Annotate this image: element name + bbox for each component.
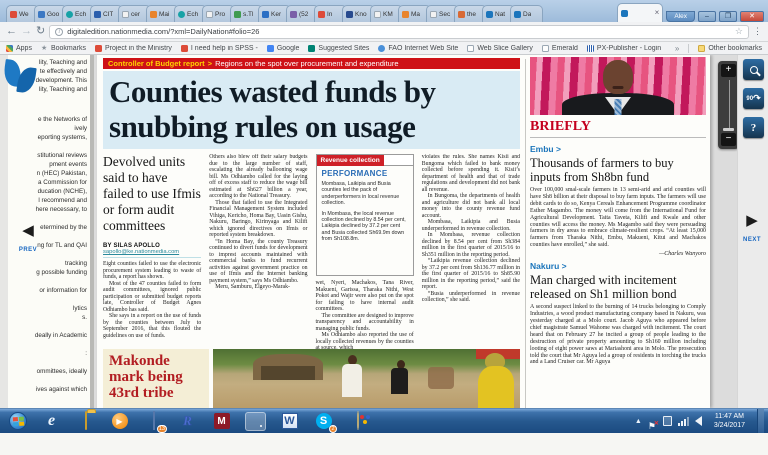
window-controls	[658, 9, 768, 22]
text-fragment: g possible funding	[36, 269, 87, 276]
previous-page-preview[interactable]	[0, 55, 94, 408]
article-paragraph: “In Homa Bay, the county Treasury continued to divert funds for development to imprest accounts maintained with commercial banks to fund recurrent activities against government practice on use of Ifmis and the Internet banking payment system,” says Ms Odhiambo.	[209, 238, 308, 284]
tab-favicon	[430, 11, 437, 18]
help-button[interactable]	[743, 117, 764, 138]
taskbar-app-button[interactable]	[75, 412, 96, 431]
text-fragment: s.	[82, 314, 87, 321]
tab-title: s.Tl	[243, 10, 254, 18]
windows-start-icon	[8, 411, 27, 430]
app-icon: e	[47, 412, 56, 429]
folder-icon	[698, 45, 705, 52]
place-arrow: >	[556, 144, 561, 154]
tab-favicon	[206, 11, 213, 18]
article-subhead: Devolved units said to have failed to use Ifmis or form audit committees	[103, 154, 201, 233]
text-fragment: here necessary, to	[35, 206, 87, 213]
chrome-menu-icon[interactable]: ⋮	[753, 26, 762, 36]
next-arrow-icon[interactable]: ▶	[746, 212, 758, 229]
app-icon: R	[183, 413, 192, 428]
text-fragment: deally in Academic	[34, 332, 87, 339]
forward-icon[interactable]: →	[21, 25, 32, 37]
nationmedia-logo	[2, 58, 42, 96]
page-info-icon[interactable]: i	[55, 28, 63, 36]
tab-favicon	[122, 11, 129, 18]
article-paragraph: Others also blew off their salary budgets due to the large number of staff, escalating the already ballooning wage bill. Ms Odhiambo called for the laying off of excess staff to reduce the wage bill estimated at Sh627 billion a year, according to the National Treasury.	[209, 154, 308, 199]
bookmark-item[interactable]	[378, 45, 458, 52]
text-fragment: stitutional reviews	[37, 152, 87, 159]
briefly-place: Nakuru >	[530, 261, 567, 272]
tab-favicon	[374, 11, 381, 18]
tab-title: In	[327, 10, 333, 18]
bookmarks-overflow-icon[interactable]: »	[674, 43, 680, 53]
clock-date: 3/24/2017	[713, 422, 745, 429]
next-page-button[interactable]	[738, 213, 766, 246]
fact-box-paragraph: In Mombasa, the local revenue collection declined by 8.54 per cent, Laikipia declined by 37.2 per cent and Busia collected Sh69.9m down from Sh108.8m.	[321, 210, 406, 243]
bookmark-favicon	[6, 45, 13, 52]
text-fragment: development. This	[35, 77, 87, 84]
bookmarks-separator	[688, 44, 689, 53]
grid-app-icon	[153, 411, 155, 430]
app-badge: 13	[158, 425, 165, 432]
text-fragment: ommittees, ideally	[36, 368, 87, 375]
minimize-button[interactable]: –	[698, 11, 716, 22]
main-article-zone	[103, 57, 520, 408]
magnifier-icon	[750, 66, 758, 74]
app-icon	[214, 413, 230, 429]
bookmark-favicon	[308, 45, 315, 52]
app-icon	[112, 413, 128, 429]
text-fragment: ives against which	[35, 386, 87, 393]
browser-tab[interactable]	[510, 5, 543, 22]
bookmark-item[interactable]	[308, 45, 369, 52]
briefly-body: A second suspect linked to the burning of 14 trucks belonging to Comply Industries, a wood product manufacturing company based in Nakuru, was yesterday charged at a Molo court. Jacob Aguya who appeared before chief magistrate Samuel Wahome was charged with incitement. The court heard that on February 27 he incited a group of people leading to the destruction of private property amounting to Sh160 million including looting of eight power saws at Mariashoni area in Molo. The prosecution told the court that Mr Aguya led a group of residents in torching the trucks and a Land Cruiser car. Mr Aguya	[530, 304, 706, 366]
reload-icon[interactable]: ↻	[36, 25, 46, 37]
tab-favicon	[621, 10, 628, 17]
bookmark-item[interactable]	[6, 45, 32, 52]
headline-block	[103, 71, 520, 149]
text-fragment: lity, Teaching and	[38, 59, 87, 66]
app-badge: 2	[329, 425, 337, 433]
address-bar[interactable]	[49, 25, 749, 39]
fact-box-text	[322, 181, 408, 243]
article-column-3	[316, 154, 414, 349]
profile-button[interactable]: Alex	[666, 11, 695, 22]
tab-favicon	[150, 11, 157, 18]
bookmark-favicon	[542, 45, 549, 52]
makonde-photo	[213, 349, 520, 408]
taskbar-app-button[interactable]	[143, 412, 164, 431]
media-player-icon: ▶	[112, 413, 128, 429]
tab-favicon	[458, 11, 465, 18]
system-tray	[635, 409, 764, 434]
makonde-headline-box	[103, 349, 209, 408]
tab-title: Pro	[215, 10, 226, 18]
taskbar-app-button[interactable]	[7, 412, 28, 431]
zoom-out-button[interactable]: −	[721, 133, 736, 146]
rotate-label: 90	[746, 95, 754, 102]
tab-favicon	[178, 11, 185, 18]
bookmark-label: Project in the Ministry	[104, 44, 172, 52]
url-text: digitaledition.nationmedia.com/?xml=DailyNation#folio=26	[67, 27, 260, 36]
article-paragraph: Most of the 47 counties failed to form audit committees, ignored public participation or submitted budget reports late, Controller of Budget Agnes Odhiambo has said.	[103, 280, 202, 313]
tab-title: the	[467, 10, 477, 18]
clock-time: 11:47 AM	[714, 413, 744, 420]
bookmark-item[interactable]	[181, 45, 258, 52]
bookmark-label: FAO Internet Web Site	[388, 44, 459, 52]
taskbar-app-button[interactable]	[313, 412, 334, 431]
main-headline: Counties wasted funds by snubbing rules on usage	[109, 74, 436, 144]
bottom-margin	[0, 433, 768, 455]
tab-close-icon[interactable]: ×	[654, 8, 660, 17]
text-fragment: te effectively and	[39, 68, 87, 75]
taskbar-app-button[interactable]	[109, 412, 130, 431]
text-fragment: etermined by the	[40, 224, 87, 231]
article-paragraph: violates the rules. She names Kisii and Bungoma which failed to bank money collected before spending it. Kisii’s department of health and that of trade regulations and development did not bank all revenue.	[421, 154, 520, 193]
bookmark-favicon	[467, 45, 474, 52]
revenue-fact-box	[316, 154, 414, 276]
tab-favicon	[10, 11, 17, 18]
bookmark-label: Google	[276, 44, 300, 52]
text-fragment: n (HEC) Pakistan,	[36, 170, 87, 177]
tab-favicon	[38, 11, 45, 18]
tab-favicon	[66, 11, 73, 18]
bookmark-star-icon[interactable]: ☆	[734, 26, 743, 36]
text-fragment: pment events	[49, 161, 87, 168]
text-fragment: or information for	[39, 287, 87, 294]
tab-title: We	[19, 10, 29, 18]
photo-hut	[253, 354, 323, 380]
active-tab[interactable]	[617, 3, 663, 22]
other-bookmarks[interactable]	[698, 45, 762, 52]
bookmark-item[interactable]	[587, 45, 661, 52]
text-fragment: a Commission for	[38, 179, 87, 186]
photo-person	[391, 368, 408, 394]
zoom-slider[interactable]	[718, 61, 739, 149]
photo-crowd	[428, 367, 454, 389]
bookmark-favicon	[267, 45, 274, 52]
browser-tab-strip	[0, 0, 768, 22]
briefly-place: Embu >	[530, 144, 561, 154]
photo-tie	[615, 99, 622, 115]
prev-label: PREV	[18, 247, 38, 253]
briefly-item	[530, 144, 706, 257]
volume-icon[interactable]	[695, 416, 702, 426]
place-arrow: >	[561, 261, 567, 272]
rotate-arrow-icon: ↷	[753, 93, 761, 103]
text-fragment: ducation (NCHE),	[37, 188, 87, 195]
tab-favicon	[402, 11, 409, 18]
taskbar-app-button[interactable]	[211, 412, 232, 431]
text-fragment: tracking	[64, 260, 87, 267]
maximize-button[interactable]: ❐	[719, 11, 737, 22]
article-columns	[103, 154, 520, 349]
text-fragment: e the Networks of	[38, 116, 87, 123]
article-paragraph: The committee are designed to improve transparency and accountability in managing public funds.	[315, 312, 414, 332]
bookmark-item[interactable]	[267, 45, 300, 52]
bookmarks-bar	[0, 42, 768, 55]
photo-person	[342, 364, 362, 397]
author-email-link[interactable]: sapollo@ke.nationmedia.com	[103, 249, 201, 258]
briefly-items	[530, 140, 706, 366]
article-column-2	[209, 154, 307, 349]
kicker-label: Controller of Budget report	[108, 59, 205, 68]
tab-favicon	[514, 11, 521, 18]
bookmark-label: PX-Publisher - Login	[596, 44, 662, 52]
briefly-column	[530, 57, 706, 408]
fact-box-paragraph: Mombasa, Laikipia and Busia counties led the pack of underperformers in local revenue collection.	[321, 181, 400, 207]
article-paragraph: In Bungoma, the departments of health and agriculture did not bank all local money into the county revenue fund account.	[421, 193, 520, 219]
bookmark-favicon	[95, 45, 102, 52]
app-icon	[9, 412, 27, 430]
taskbar-clock[interactable]	[708, 412, 751, 430]
tab-title: (52	[299, 10, 309, 18]
taskbar-app-button[interactable]	[279, 412, 300, 431]
article-paragraph: Those that failed to use the Integrated Financial Management System included Vihiga, Kericho, Homa Bay, Uasin Gishu, Nakuru, Baringo, Kirinyaga and Kilifi which ignored directives on Ifmis or reported system breakdown.	[209, 199, 308, 238]
briefly-title: BRIEFLY	[530, 119, 706, 138]
bookmark-favicon	[41, 45, 48, 52]
article-paragraph: Mombasa, Laikipia and Busia underperformed in revenue collection.	[421, 219, 520, 232]
bookmark-favicon	[587, 45, 594, 52]
word-icon: W	[282, 413, 298, 429]
viewer-right-rail	[737, 55, 768, 408]
article-paragraph: She says in a report on the use of funds by the counties between July to September 2016, that this flouted the guidelines on use of funds.	[103, 313, 202, 339]
show-desktop-button[interactable]	[757, 409, 764, 434]
bookmark-label: Web Slice Gallery	[477, 44, 533, 52]
bookmarks-list	[6, 45, 661, 52]
kicker-text: Regions on the spot over procurement and expenditure	[215, 59, 399, 68]
prev-page-button[interactable]	[13, 223, 43, 256]
kicker-arrow: >	[207, 59, 213, 68]
help-icon: ?	[750, 121, 757, 134]
skype-icon: S	[316, 413, 332, 429]
bookmark-item[interactable]	[542, 45, 578, 52]
bookmark-label: I need help in SPSS -	[190, 44, 258, 52]
tab-title: Goo	[47, 10, 60, 18]
article-byline: BY SILAS APOLLO	[103, 243, 161, 249]
text-fragment: ng for TL and QAI	[37, 242, 87, 249]
epaper-viewer	[0, 55, 768, 408]
back-icon[interactable]: ←	[6, 25, 17, 37]
paint-icon	[357, 411, 359, 430]
kicker-banner	[103, 58, 520, 69]
tab-favicon	[346, 11, 353, 18]
bookmark-label: Apps	[16, 44, 32, 52]
taskbar-app-button[interactable]	[41, 412, 62, 431]
article-column-1	[103, 154, 201, 349]
windows-taskbar	[0, 408, 768, 433]
bookmark-label: Emerald	[551, 44, 578, 52]
briefly-byline: —Charles Wanyoro	[658, 251, 706, 258]
article-paragraph: “Busia underperformed in revenue collection,” she said.	[421, 290, 520, 303]
tab-title: Ech	[75, 10, 87, 18]
article-column-4	[422, 154, 520, 349]
briefly-body: Over 100,000 smal-scale farmers in 13 semi-arid and arid counties will have Sh8 billion at their disposal to buy farm inputs. The farmers will use debit cards to do so, Kenya Cereals Enhancement Programme coordinator Esther Magambo. The money will come from the International Fund for Agricultural Development. Taita Taveta, Kilifi and Kwale and other counties will access the money. Ms Magambo said they were persuading farmers in dry areas to embrace climate-resilient crops. “At least 15,000 farmers from Tharaka Nithi, Embu, Makueni, Kitui and Machakos counties have enrolled,” she said.	[530, 187, 706, 249]
taskbar-app-button[interactable]	[177, 412, 198, 431]
text-fragment: eporting systems,	[37, 134, 87, 141]
next-label: NEXT	[742, 237, 761, 243]
article-paragraph: wet, Nyeri, Machakos, Tana River, Makueni, Garissa, Tharaka Nithi, West Pokot and Wajir were also put on the spot for failing to have internal audit committees.	[315, 280, 414, 312]
zoom-in-button[interactable]: +	[721, 64, 736, 77]
tray-window-icon[interactable]	[663, 416, 672, 426]
article-paragraph: In Mombasa, revenue collection declined by 8.54 per cent from Sh384 million in the first quarter of 2015/16 to Sh351 million in the reporting period.	[421, 232, 520, 258]
action-center-icon[interactable]: ⚑ ✕	[648, 416, 657, 426]
tabs-container	[0, 0, 617, 22]
tab-title: Nat	[495, 10, 506, 18]
show-hidden-icons[interactable]: ▲	[634, 417, 642, 425]
taskbar-app-button[interactable]	[347, 412, 368, 431]
tab-favicon	[262, 11, 269, 18]
column-3-text	[316, 280, 414, 349]
tab-title: Ker	[271, 10, 282, 18]
explorer-folder-icon	[85, 411, 87, 430]
fact-box-kicker: PERFORMANCE	[321, 169, 388, 178]
fact-box-tag: Revenue collection	[317, 155, 384, 166]
close-button[interactable]: ✕	[740, 11, 764, 22]
bookmark-label: Suggested Sites	[318, 44, 370, 52]
tab-title: Sec	[439, 10, 451, 18]
tab-title: Ech	[187, 10, 199, 18]
fact-box-tag-spacer	[384, 155, 413, 166]
column-1-text	[103, 261, 201, 339]
tab-favicon	[486, 11, 493, 18]
text-fragment: lytics	[73, 305, 87, 312]
text-fragment: l recommend and	[38, 197, 87, 204]
bookmark-item[interactable]	[41, 45, 86, 52]
photo-person	[397, 360, 405, 369]
makonde-headline: Makonde mark being 43rd tribe	[109, 353, 183, 401]
briefly-item	[530, 261, 706, 366]
tab-favicon	[318, 11, 325, 18]
bookmark-favicon	[181, 45, 188, 52]
app-icon	[282, 413, 298, 429]
zoom-slider-track[interactable]	[729, 80, 730, 130]
tab-title: CIT	[103, 10, 114, 18]
article-paragraph: Meru, Samburu, Elgeyo-Marak-	[215, 284, 290, 290]
tab-title: Ma	[411, 10, 421, 18]
magnify-button[interactable]	[743, 59, 764, 80]
prev-arrow-icon[interactable]: ◀	[22, 222, 34, 239]
briefly-headline: Thousands of farmers to buy inputs from Sh8bn fund	[530, 156, 674, 184]
tab-title: Kno	[355, 10, 367, 18]
briefly-headline: Man charged with incitement released on Sh1 million bond	[530, 273, 677, 302]
bookmark-item[interactable]	[467, 45, 533, 52]
text-fragment: ively	[74, 125, 87, 132]
mendeley-icon: M	[214, 413, 230, 429]
bookmark-label: Bookmarks	[50, 44, 86, 52]
bookmark-favicon	[378, 45, 385, 52]
photo-woman	[478, 366, 514, 408]
network-icon[interactable]	[678, 417, 689, 426]
tab-title: KM	[383, 10, 393, 18]
photo-mouth	[613, 86, 624, 89]
tab-title: Mai	[159, 10, 170, 18]
article-paragraph: Ms Odhiambo also reported the use of locally collected revenues by the counties at source, which	[315, 332, 414, 349]
newspaper-page	[97, 55, 710, 408]
browser-toolbar	[0, 22, 768, 42]
tab-favicon	[290, 11, 297, 18]
column-divider	[525, 59, 526, 408]
tab-title: Da	[523, 10, 532, 18]
article-paragraph: Eight counties failed to use the electronic procurement system leading to waste of funds, a report has shown.	[103, 261, 202, 280]
makonde-teaser	[103, 349, 520, 408]
text-fragment: :	[85, 350, 87, 357]
text-fragment: lity, Teaching and	[38, 86, 87, 93]
app-icon	[357, 412, 359, 430]
tab-favicon	[94, 11, 101, 18]
bookmark-item[interactable]	[95, 45, 172, 52]
tab-title: cer	[131, 10, 141, 18]
tab-favicon	[234, 11, 241, 18]
app-icon	[153, 412, 155, 430]
taskbar-icons	[4, 412, 368, 431]
other-bookmarks-label: Other bookmarks	[708, 44, 762, 52]
zoom-slider-handle[interactable]	[723, 128, 734, 131]
embu-portrait-photo	[530, 57, 706, 115]
app-icon	[85, 412, 87, 430]
taskbar-app-button[interactable]	[245, 412, 266, 431]
article-paragraph: “Laikipia revenue collection declined by 37.2 per cent from Sh136.77 million in the first quarter of 2015/16 to Sh85.90 million in the reporting period,” said the report.	[421, 258, 520, 290]
rotate-button[interactable]	[743, 88, 764, 109]
